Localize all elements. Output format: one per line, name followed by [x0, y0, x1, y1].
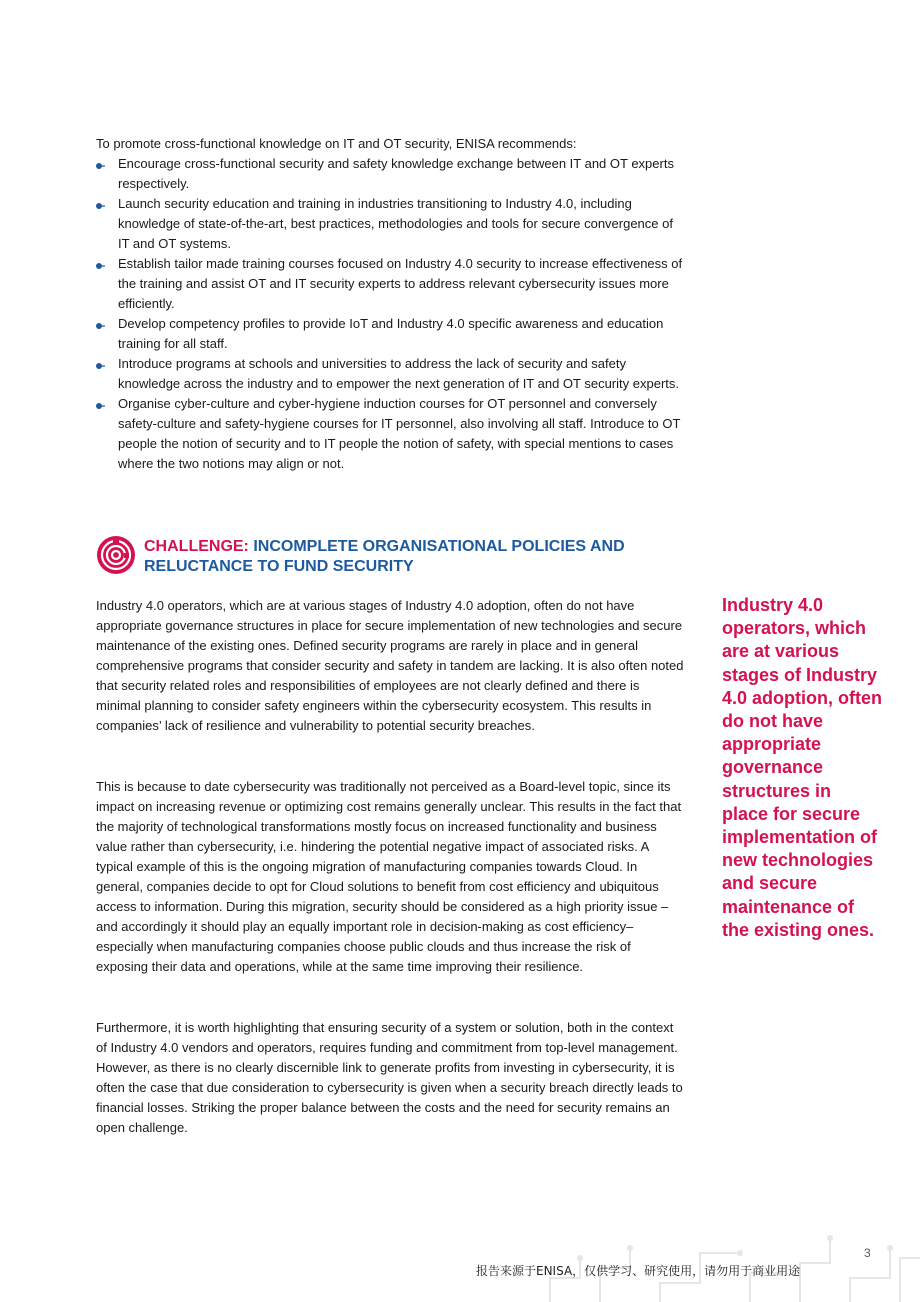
bullet-dot-icon: [96, 323, 105, 329]
list-item: [96, 254, 686, 314]
paragraph-2: This is because to date cybersecurity was traditionally not perceived as a Board-level topic, since its impact on increasing revenue or optimizing cost remains generally unclear. This results in the fact that the majority of technological transformations mostly focus on increased functionality and business value rather than cybersecurity, i.e. hindering the potential negative impact of associated risks. A typical example of this is the ongoing migration of manufacturing companies towards Cloud. In general, companies decide to opt for Cloud solutions to benefit from cost efficiency and ubiquitous access to information. During this migration, security should be considered as a high priority issue –and accordingly it should play an equally important role in decision-making as cost efficiency– especially when manufacturing companies choose public clouds and thus increase the risk of exposing their data and operations, while at the same time improving their resilience.: [96, 779, 682, 974]
challenge-label: CHALLENGE:: [144, 538, 249, 555]
bullet-dot-icon: [96, 263, 105, 269]
list-item: [96, 394, 686, 474]
challenge-title-text: INCOMPLETE ORGANISATIONAL POLICIES AND RELUCTANCE TO FUND SECURITY: [144, 538, 625, 575]
bullet-dot-icon: [96, 203, 105, 209]
challenge-heading: [96, 535, 696, 577]
bullet-dot-icon: [96, 363, 105, 369]
bullet-dot-icon: [96, 163, 105, 169]
target-icon: [96, 535, 136, 575]
list-item: [96, 194, 686, 254]
bullet-text: Launch security education and training in industries transitioning to Industry 4.0, including knowledge of state-of-the-art, best practices, methodologies and tools for secure convergence of IT and OT systems.: [118, 196, 673, 251]
bullet-text: Introduce programs at schools and universities to address the lack of security and safety knowledge across the industry and to empower the next generation of IT and OT security experts.: [118, 356, 679, 391]
list-item: [96, 354, 686, 394]
bullet-dot-icon: [96, 403, 105, 409]
pull-quote: Industry 4.0 operators, which are at various stages of Industry 4.0 adoption, often do not have appropriate governance structures in place for secure implementation of new technologies and secure maintenance of the existing ones.: [722, 595, 882, 940]
intro-text: To promote cross-functional knowledge on IT and OT security, ENISA recommends:: [96, 136, 577, 151]
challenge-title: [144, 537, 704, 577]
paragraph-1: Industry 4.0 operators, which are at various stages of Industry 4.0 adoption, often do not have appropriate governance structures in place for secure implementation of new technologies and secure maintenance of the existing ones. Defined security programs are rarely in place and in general comprehensive programs that consider security and safety in tandem are lacking. It is also often noted that security related roles and responsibilities of employees are not clearly defined and there is minimal planning to consider safety engineers within the cybersecurity ecosystem. This results in companies’ lack of resilience and vulnerability to potential security breaches.: [96, 598, 684, 733]
recommendation-list: [96, 154, 686, 474]
paragraph-3: Furthermore, it is worth highlighting that ensuring security of a system or solution, both in the context of Industry 4.0 vendors and operators, requires funding and commitment from top-level management. However, as there is no clearly discernible link to generate profits from investing in cybersecurity, it is often the case that due consideration to cybersecurity is given when a security breach directly leads to financial losses. Striking the proper balance between the costs and the need for security remains an open challenge.: [96, 1020, 683, 1135]
bullet-text: Establish tailor made training courses focused on Industry 4.0 security to increase effectiveness of the training and assist OT and IT security experts to address relevant cybersecurity issues more efficiently.: [118, 256, 683, 311]
footer-note: 报告来源于ENISA，仅供学习、研究使用，请勿用于商业用途: [476, 1264, 801, 1278]
list-item: [96, 154, 686, 194]
bullet-text: Develop competency profiles to provide IoT and Industry 4.0 specific awareness and education training for all staff.: [118, 316, 664, 351]
bullet-text: Encourage cross-functional security and safety knowledge exchange between IT and OT experts respectively.: [118, 156, 674, 191]
bullet-text: Organise cyber-culture and cyber-hygiene induction courses for OT personnel and conversely safety-culture and safety-hygiene courses for IT personnel, also involving all staff. Introduce to OT people the notion of security and to IT people the notion of safety, with special mentions to cases where the two notions may align or not.: [118, 396, 681, 471]
page-number: 3: [864, 1246, 871, 1260]
list-item: [96, 314, 686, 354]
